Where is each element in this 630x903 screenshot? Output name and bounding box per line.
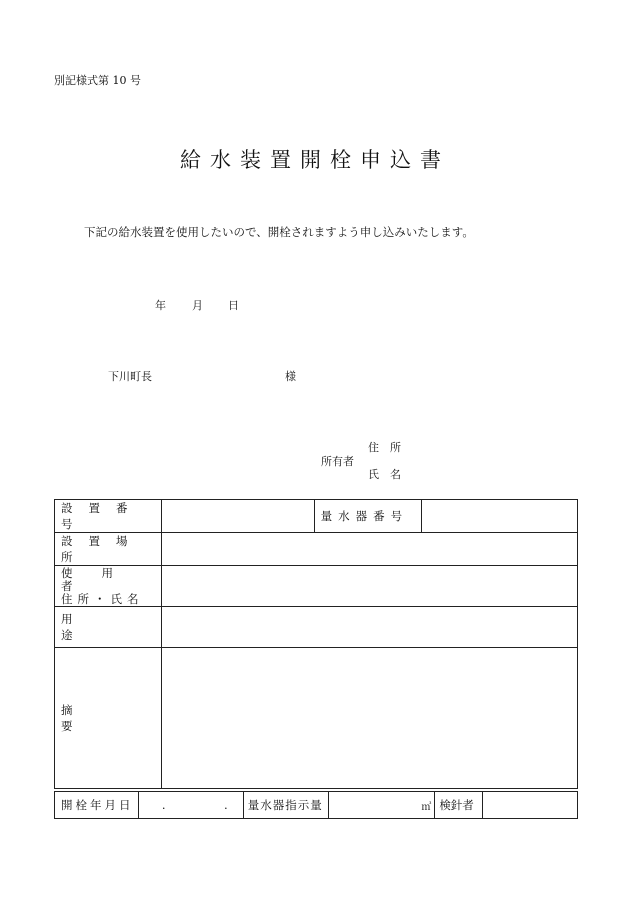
installation-place-label bbox=[55, 533, 162, 566]
installation-number-label bbox=[55, 500, 162, 533]
application-table bbox=[54, 499, 578, 789]
meter-reading-unit: ㎥ bbox=[421, 801, 432, 813]
summary-text: 摘要 bbox=[61, 703, 144, 733]
meter-number-field[interactable] bbox=[422, 500, 578, 533]
addressee-honorific: 様 bbox=[285, 370, 296, 383]
opening-date-dots: . . bbox=[161, 798, 234, 812]
opening-date-text: 開栓年月日 bbox=[61, 798, 134, 812]
inspector-text: 検針者 bbox=[439, 798, 474, 812]
summary-field[interactable] bbox=[161, 648, 577, 789]
page-title: 給水装置開栓申込書 bbox=[180, 148, 450, 172]
inspector-field[interactable] bbox=[483, 792, 578, 819]
applicant-address-label: 住 所 bbox=[368, 441, 401, 454]
installation-place-text: 設置場所 bbox=[61, 534, 144, 564]
installation-number-text: 設置番号 bbox=[61, 501, 144, 531]
installation-place-field[interactable] bbox=[161, 533, 577, 566]
meter-number-text: 量水器番号 bbox=[320, 509, 409, 523]
user-label bbox=[55, 566, 162, 607]
purpose-label bbox=[55, 607, 162, 648]
summary-label bbox=[55, 648, 162, 789]
installation-number-field[interactable] bbox=[161, 500, 314, 533]
purpose-text: 用途 bbox=[61, 612, 144, 642]
meter-number-label bbox=[314, 500, 422, 533]
inspector-label bbox=[435, 792, 483, 819]
applicant-name-label: 氏 名 bbox=[368, 468, 401, 481]
meter-reading-text: 量水器指示量 bbox=[247, 798, 323, 812]
applicant-owner-label: 所有者 bbox=[321, 455, 354, 468]
intro-text: 下記の給水装置を使用したいので、開栓されますよう申し込みいたします。 bbox=[84, 225, 474, 239]
date-month-label: 月 bbox=[192, 299, 203, 312]
purpose-field[interactable] bbox=[161, 607, 577, 648]
opening-date-field[interactable] bbox=[138, 792, 243, 819]
date-year-label: 年 bbox=[155, 299, 166, 312]
user-line2-text: 住所・氏名 bbox=[61, 591, 144, 606]
date-day-label: 日 bbox=[228, 299, 239, 312]
user-line1-text: 使用者 bbox=[61, 565, 142, 593]
form-number: 別記様式第 10 号 bbox=[54, 74, 141, 87]
meter-reading-label bbox=[243, 792, 328, 819]
meter-reading-field[interactable] bbox=[328, 792, 435, 819]
opening-record-table bbox=[54, 791, 578, 819]
user-field[interactable] bbox=[161, 566, 577, 607]
opening-date-label bbox=[55, 792, 139, 819]
addressee-name: 下川町長 bbox=[108, 370, 152, 383]
